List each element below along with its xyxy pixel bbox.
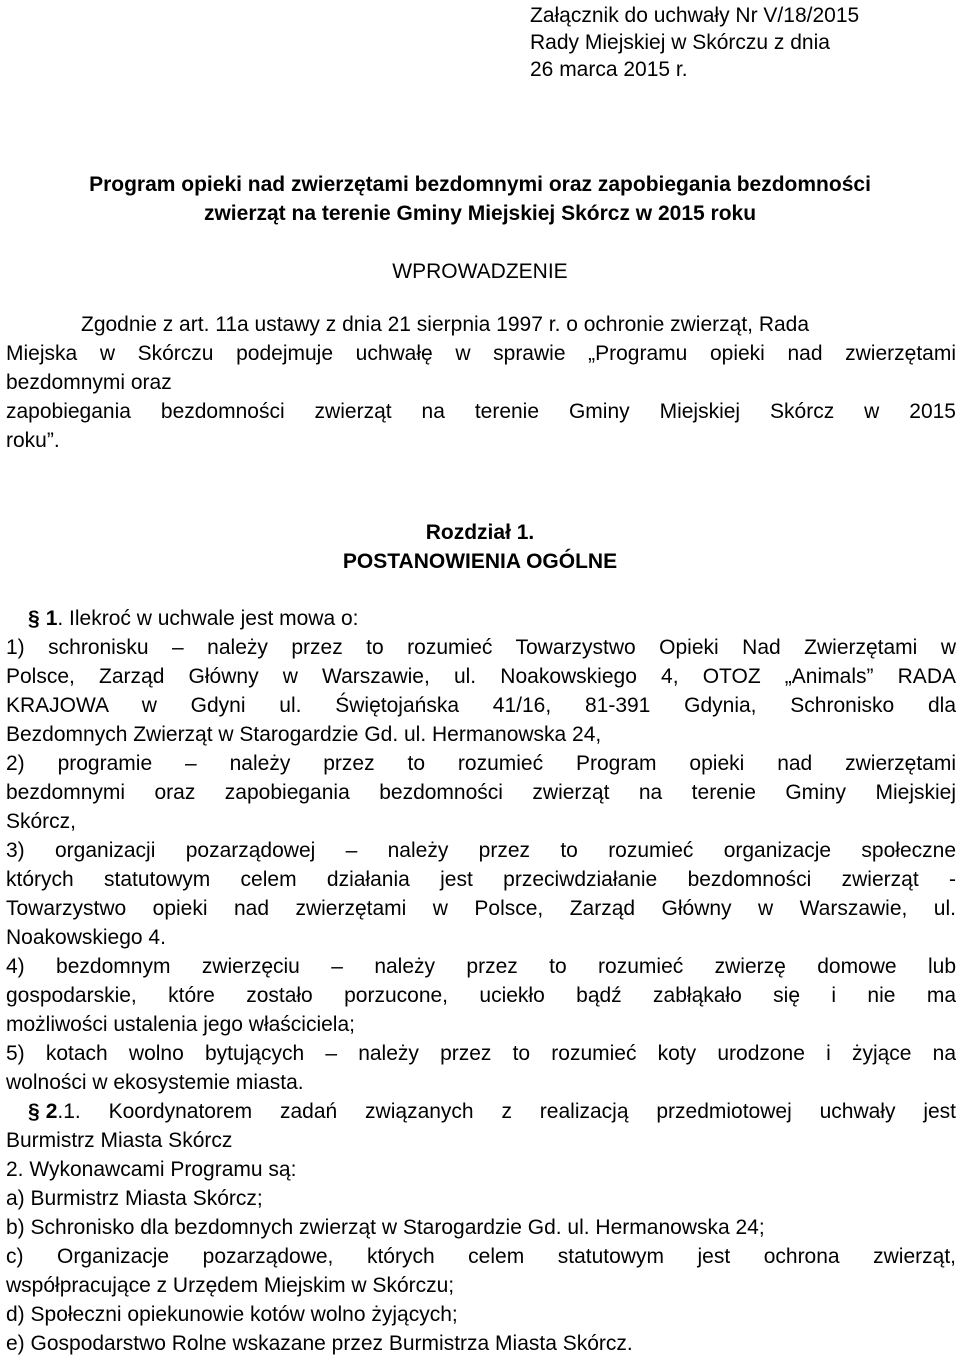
section-mark: § <box>28 607 40 630</box>
attachment-header <box>530 2 859 83</box>
definition-line: KRAJOWA w Gdyni ul. Świętojańska 41/16, 81-391 Gdynia, Schronisko dla <box>6 694 956 717</box>
definition-line: bezdomnymi oraz zapobiegania bezdomności zwierząt na terenie Gminy Miejskiej <box>6 781 956 804</box>
header-line-3: 26 marca 2015 r. <box>530 58 688 81</box>
definition-line: 4) bezdomnym zwierzęciu – należy przez to rozumieć zwierzę domowe lub <box>6 955 956 978</box>
definition-line: 1) schronisku – należy przez to rozumieć Towarzystwo Opieki Nad Zwierzętami w <box>6 636 956 659</box>
section-2-line: d) Społeczni opiekunowie kotów wolno żyjących; <box>6 1303 458 1326</box>
section-1-number: 1 <box>45 607 58 630</box>
section-2-line: e) Gospodarstwo Rolne wskazane przez Burmistrza Miasta Skórcz. <box>6 1332 633 1355</box>
definition-line: Bezdomnych Zwierząt w Starogardzie Gd. ul. Hermanowska 24, <box>6 723 602 746</box>
intro-heading: WPROWADZENIE <box>392 260 568 283</box>
section-1-intro: . Ilekroć w uchwale jest mowa o: <box>57 607 359 630</box>
header-line-2: Rady Miejskiej w Skórczu z dnia <box>530 31 830 54</box>
intro-line-5: roku”. <box>6 429 60 452</box>
intro-line-3: bezdomnymi oraz <box>6 371 172 394</box>
definition-line: możliwości ustalenia jego właściciela; <box>6 1013 355 1036</box>
section-2-line: Burmistrz Miasta Skórcz <box>6 1129 233 1152</box>
definition-line: wolności w ekosystemie miasta. <box>6 1071 304 1094</box>
section-2-line: c) Organizacje pozarządowe, których celem statutowym jest ochrona zwierząt, <box>6 1245 956 1268</box>
section-2-first-line <box>6 1097 956 1126</box>
title-line-1: Program opieki nad zwierzętami bezdomnymi oraz zapobiegania bezdomności <box>89 173 871 196</box>
definition-line: 2) programie – należy przez to rozumieć Program opieki nad zwierzętami <box>6 752 956 775</box>
chapter-name: POSTANOWIENIA OGÓLNE <box>342 550 618 573</box>
intro-line-1: Zgodnie z art. 11a ustawy z dnia 21 sierpnia 1997 r. o ochronie zwierząt, Rada <box>81 313 810 336</box>
document-title <box>0 170 960 228</box>
definition-line: Towarzystwo opieki nad zwierzętami w Polsce, Zarząd Główny w Warszawie, ul. <box>6 897 956 920</box>
header-line-1: Załącznik do uchwały Nr V/18/2015 <box>530 4 860 27</box>
definition-line: których statutowym celem działania jest przeciwdziałanie bezdomności zwierząt - <box>6 868 956 891</box>
section-2-line: a) Burmistrz Miasta Skórcz; <box>6 1187 263 1210</box>
section-2 <box>6 1097 956 1358</box>
definition-line: Polsce, Zarząd Główny w Warszawie, ul. Noakowskiego 4, OTOZ „Animals” RADA <box>6 665 956 688</box>
section-1 <box>6 604 956 1097</box>
chapter-label: Rozdział 1. <box>425 521 535 544</box>
intro-line-2: Miejska w Skórczu podejmuje uchwałę w sprawie „Programu opieki nad zwierzętami <box>6 342 956 365</box>
section-2-intro: .1. Koordynatorem zadań związanych z realizacją przedmiotowej uchwały jest <box>57 1100 956 1123</box>
title-line-2: zwierząt na terenie Gminy Miejskiej Skórcz w 2015 roku <box>203 202 757 225</box>
section-2-line: b) Schronisko dla bezdomnych zwierząt w Starogardzie Gd. ul. Hermanowska 24; <box>6 1216 765 1239</box>
chapter-heading <box>0 518 960 576</box>
section-mark: § <box>28 1100 40 1123</box>
intro-paragraph <box>6 310 956 455</box>
section-2-number: 2 <box>45 1100 58 1123</box>
intro-line-4: zapobiegania bezdomności zwierząt na terenie Gminy Miejskiej Skórcz w 2015 <box>6 400 956 423</box>
definition-line: gospodarskie, które zostało porzucone, uciekło bądź zabłąkało się i nie ma <box>6 984 956 1007</box>
definition-line: 3) organizacji pozarządowej – należy przez to rozumieć organizacje społeczne <box>6 839 956 862</box>
section-2-line: 2. Wykonawcami Programu są: <box>6 1158 297 1181</box>
definition-line: Skórcz, <box>6 810 77 833</box>
definition-line: 5) kotach wolno bytujących – należy przez to rozumieć koty urodzone i żyjące na <box>6 1042 956 1065</box>
section-2-line: współpracujące z Urzędem Miejskim w Skórczu; <box>6 1274 455 1297</box>
definition-line: Noakowskiego 4. <box>6 926 166 949</box>
section-1-first-line <box>6 604 956 633</box>
